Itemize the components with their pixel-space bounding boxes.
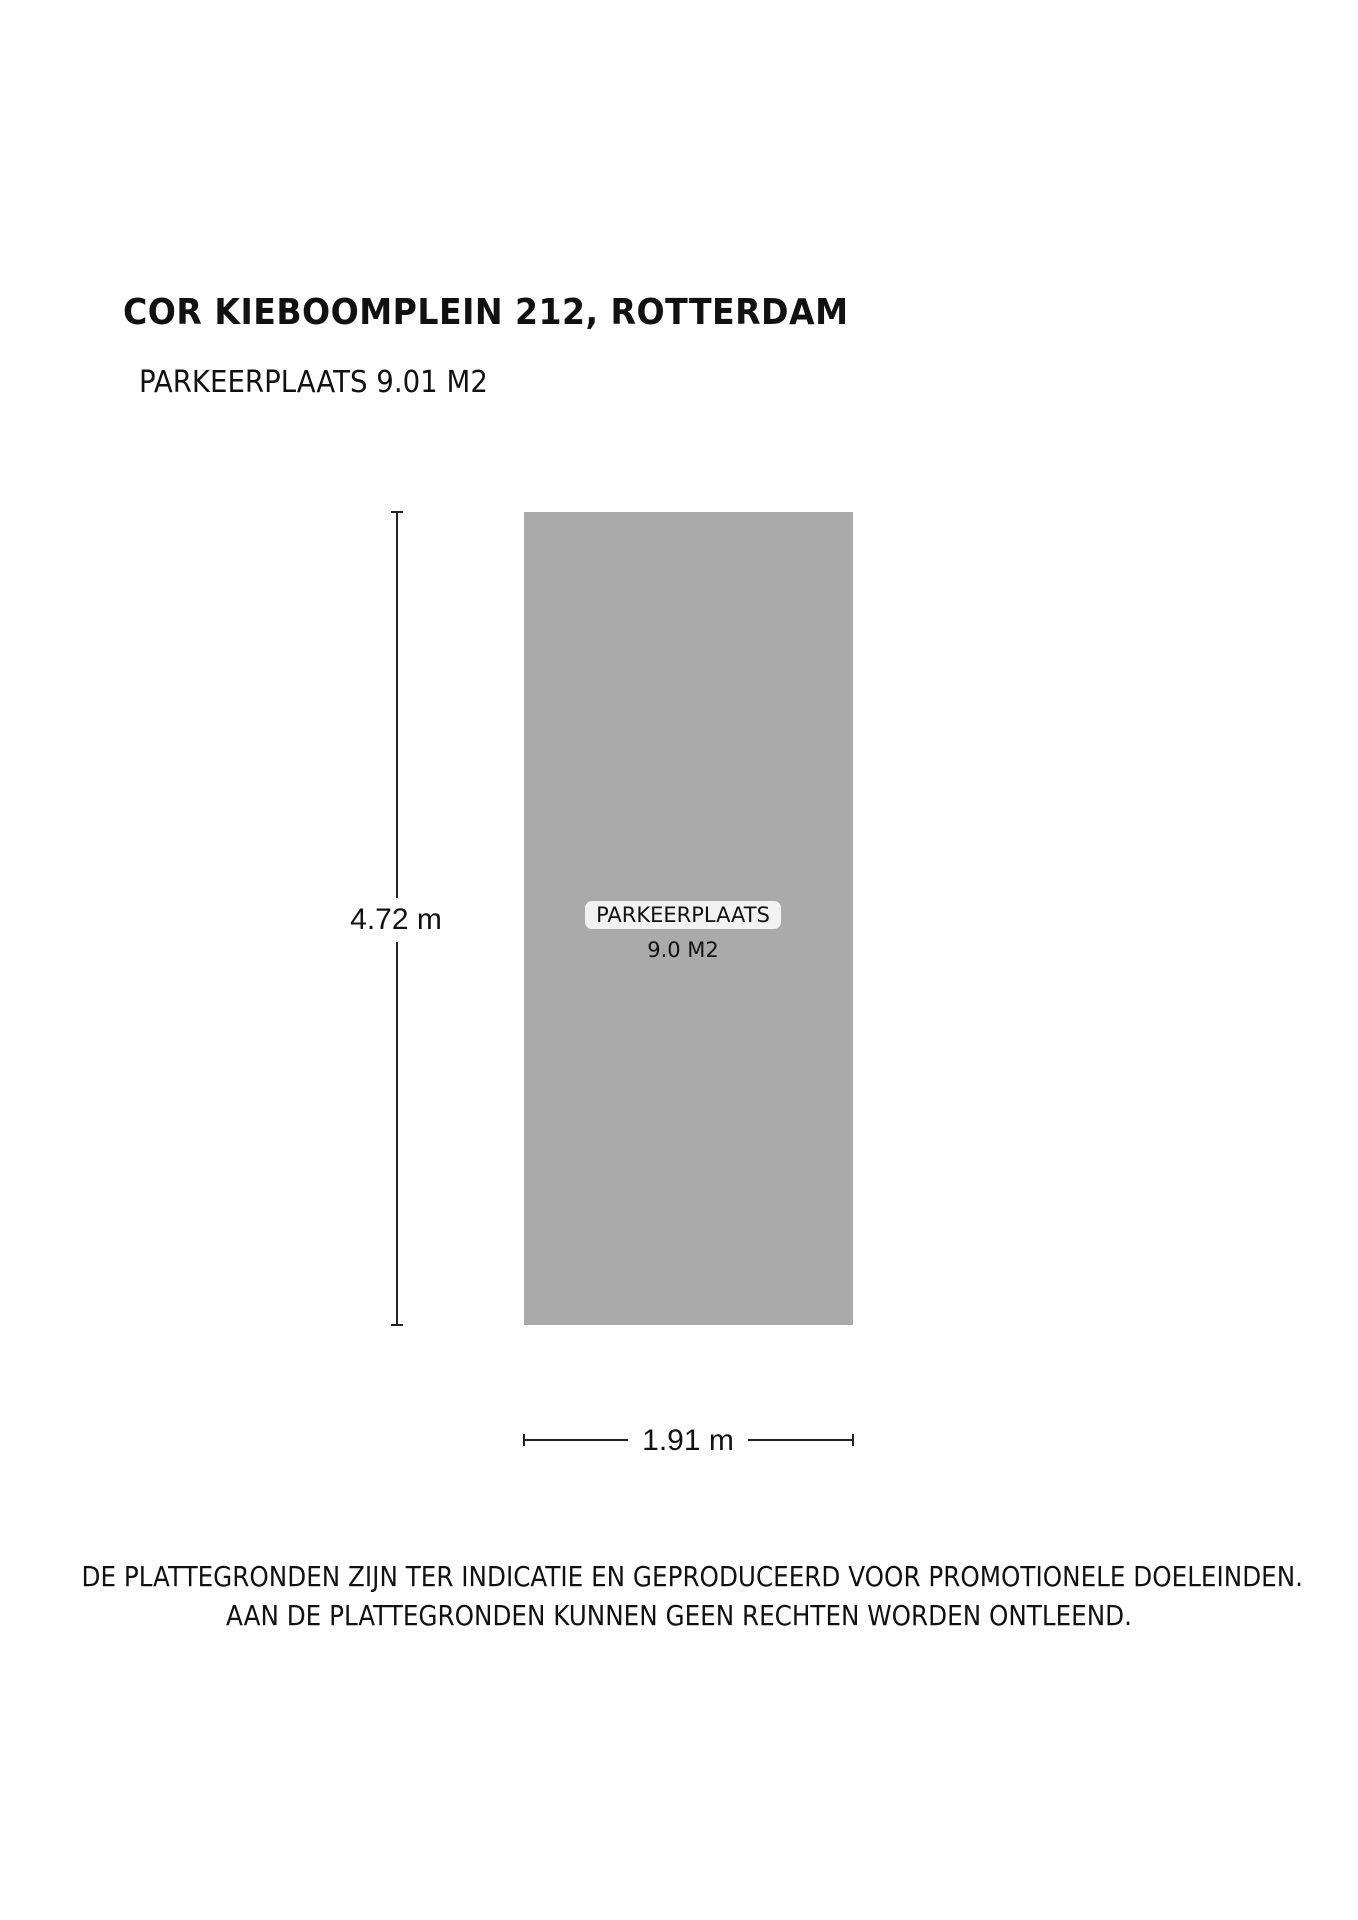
- disclaimer-line-2: AAN DE PLATTEGRONDEN KUNNEN GEEN RECHTEN WORDEN ONTLEEND.: [226, 1599, 1132, 1632]
- disclaimer-line-1: DE PLATTEGRONDEN ZIJN TER INDICATIE EN GEPRODUCEERD VOOR PROMOTIONELE DOELEINDEN.: [81, 1560, 1304, 1593]
- property-area-subtitle: PARKEERPLAATS 9.01 M2: [139, 365, 488, 400]
- room-area-label: 9.0 M2: [647, 938, 719, 962]
- height-dimension-label: 4.72 m: [330, 898, 462, 942]
- property-address-title: COR KIEBOOMPLEIN 212, ROTTERDAM: [123, 292, 849, 333]
- room-name-label: PARKEERPLAATS: [585, 901, 781, 929]
- width-dimension-label: 1.91 m: [628, 1419, 748, 1463]
- disclaimer: [0, 1557, 1358, 1635]
